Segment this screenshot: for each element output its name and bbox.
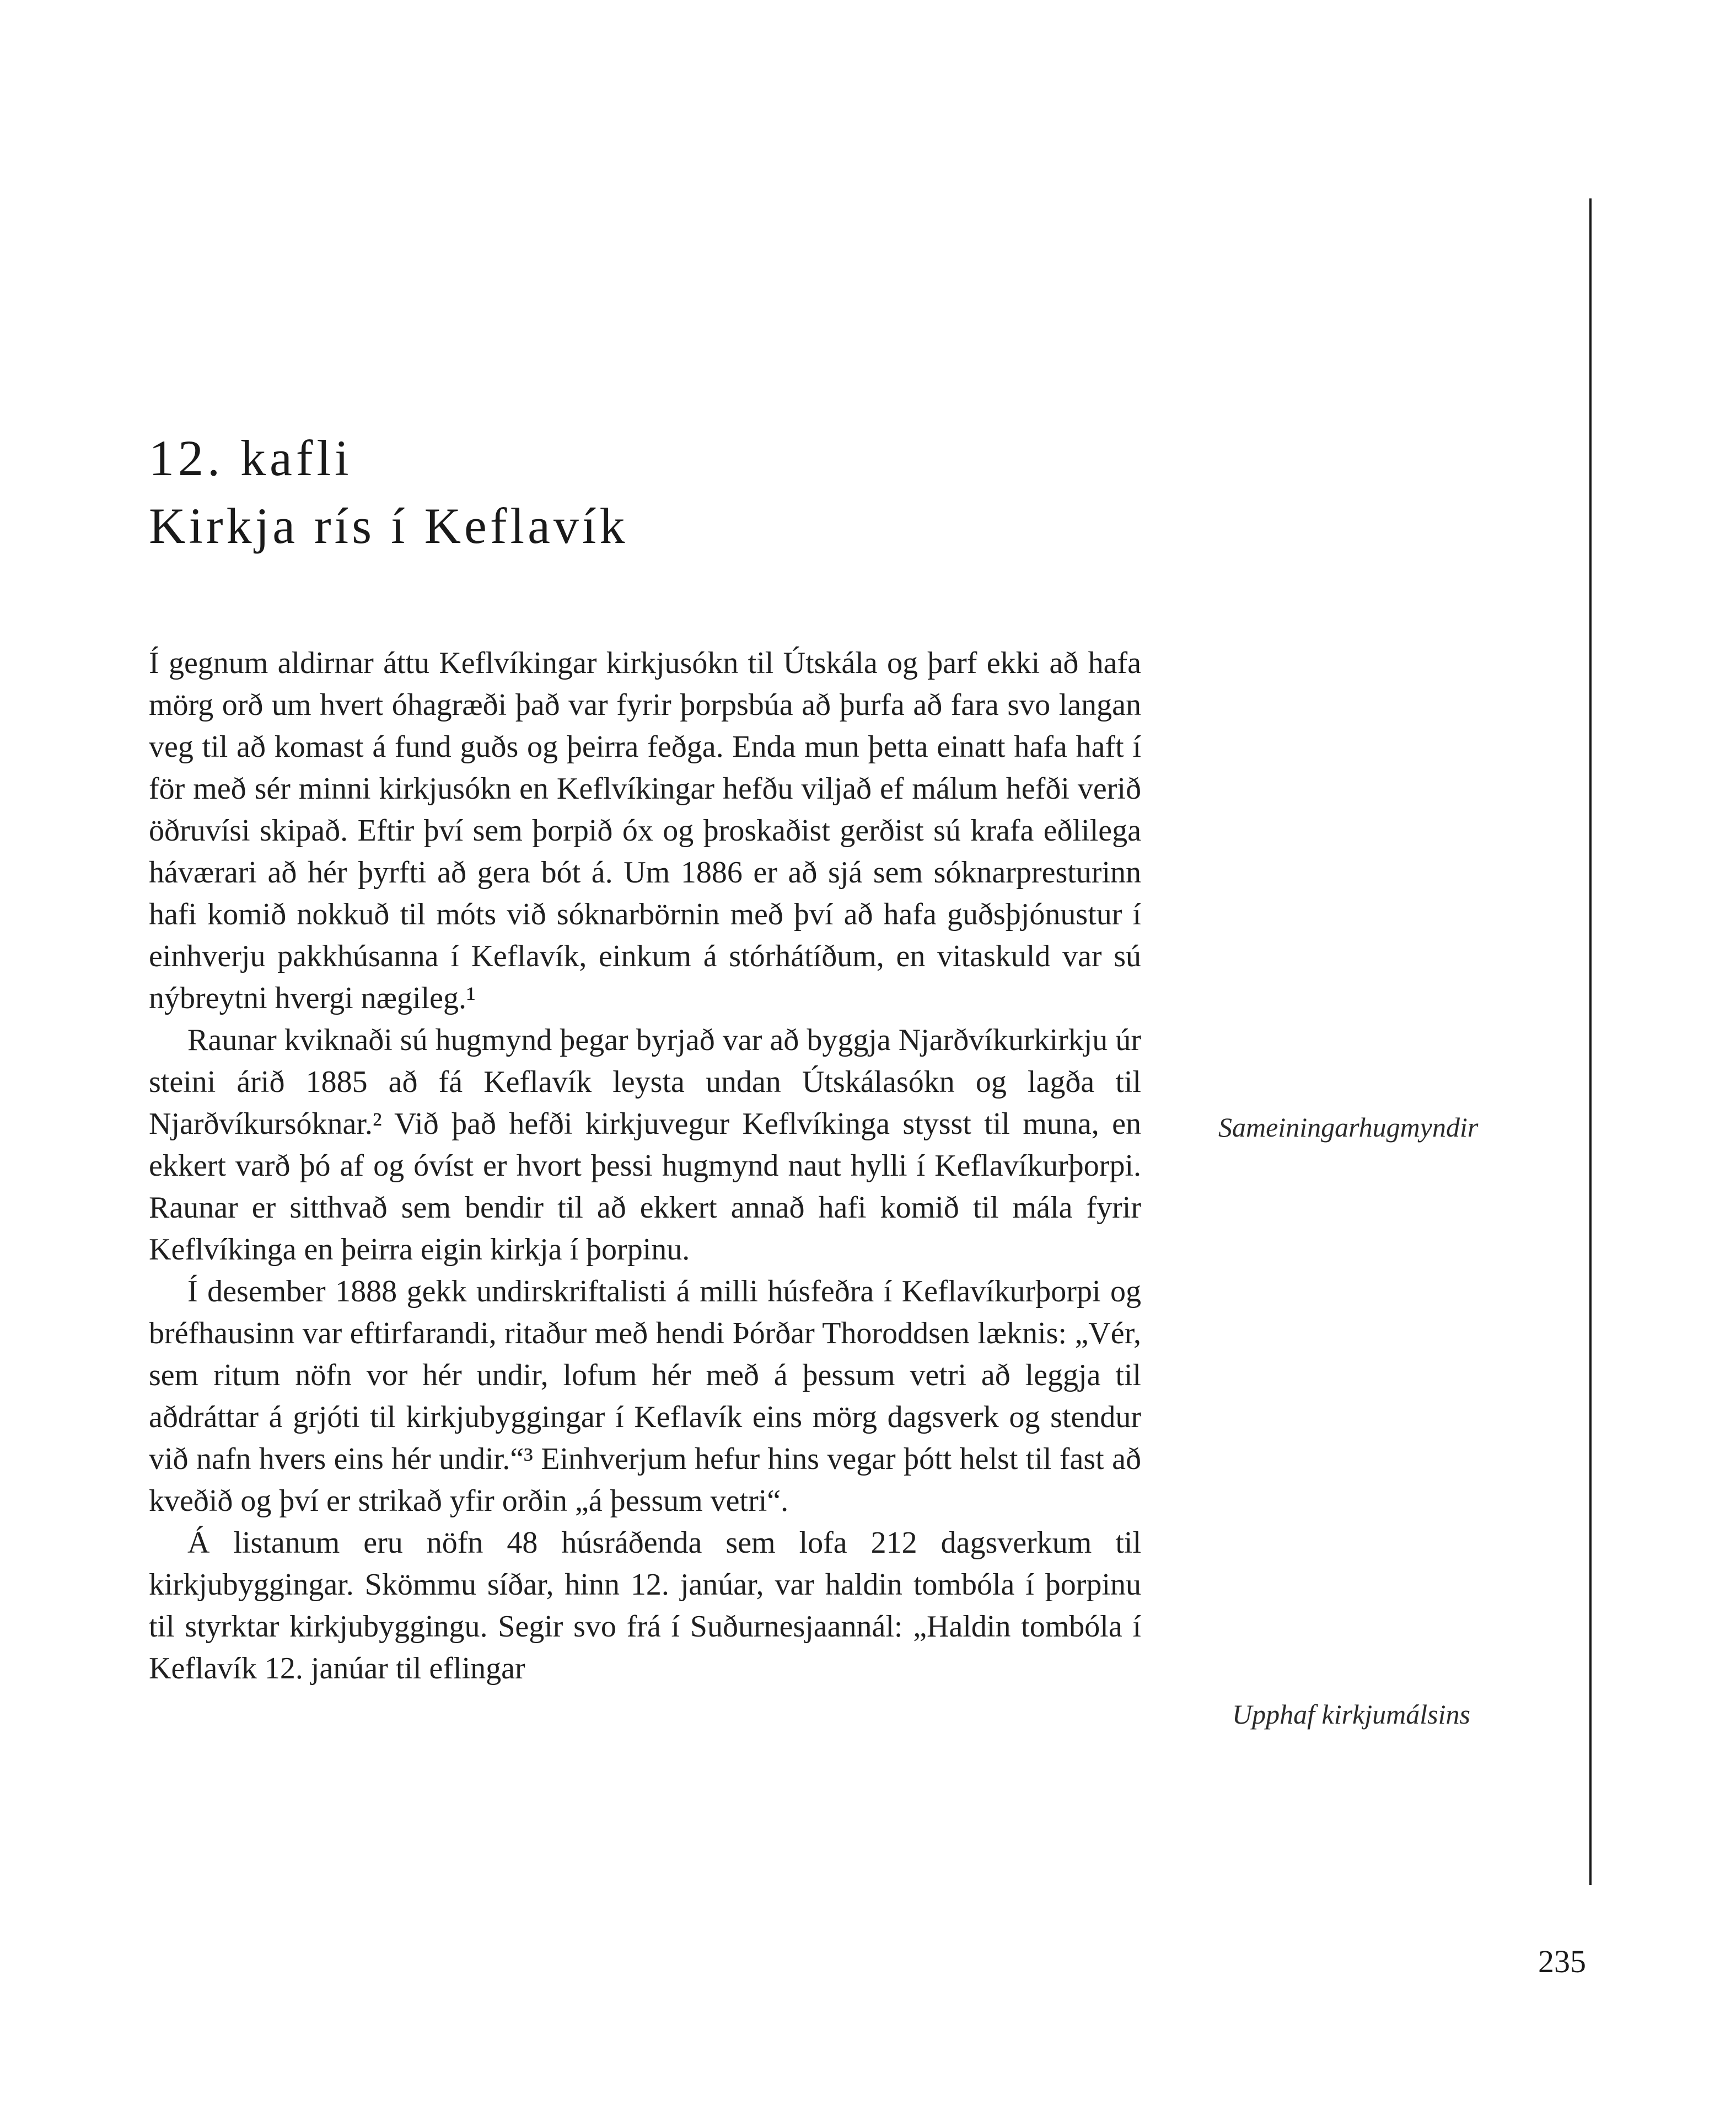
chapter-title: Kirkja rís í Keflavík xyxy=(149,498,628,554)
paragraph-4: Á listanum eru nöfn 48 húsráðenda sem lofa 212 dagsverkum til kirkjubyggingar. Skömmu síðar, hinn 12. janúar, var haldin tombóla í þorpinu til styrktar kirkjubyggingu. Segir svo frá í Suðurnesjaannál: „Haldin tombóla í Keflavík 12. janúar til eflingar xyxy=(149,1526,1141,1686)
margin-vertical-rule xyxy=(1589,198,1592,1885)
margin-note-upphaf-kirkjumalsins: Upphaf kirkjumálsins xyxy=(1232,1699,1470,1730)
chapter-number: 12. kafli xyxy=(149,430,353,486)
body-text xyxy=(149,642,1141,1689)
paragraph-1: Í gegnum aldirnar áttu Keflvíkingar kirkjusókn til Útskála og þarf ekki að hafa mörg orð um hvert óhagræði það var fyrir þorpsbúa að þurfa að fara svo langan veg til að komast á fund guðs og þeirra feðga. Enda mun þetta einatt hafa haft í för með sér minni kirkjusókn en Keflvíkingar hefðu viljað ef málum hefði verið öðruvísi skipað. Eftir því sem þorpið óx og þroskaðist gerðist sú krafa eðlilega háværari að hér þyrfti að gera bót á. Um 1886 er að sjá sem sóknarpresturinn hafi komið nokkuð til móts við sóknarbörnin með því að hafa guðsþjónustur í einhverju pakkhúsanna í Keflavík, einkum á stórhátíðum, en vitaskuld var sú nýbreytni hvergi nægileg.¹ xyxy=(149,646,1141,1015)
paragraph-3: Í desember 1888 gekk undirskriftalisti á milli húsfeðra í Keflavíkurþorpi og bréfhausinn var eftirfarandi, ritaður með hendi Þórðar Thoroddsen læknis: „Vér, sem ritum nöfn vor hér undir, lofum hér með á þessum vetri að leggja til aðdráttar á grjóti til kirkjubyggingar í Keflavík eins mörg dagsverk og stendur við nafn hvers eins hér undir.“³ Einhverjum hefur hins vegar þótt helst til fast að kveðið og því er strikað yfir orðin „á þessum vetri“. xyxy=(149,1274,1141,1518)
page-number: 235 xyxy=(1538,1944,1586,1979)
margin-note-sameiningarhugmyndir: Sameiningarhugmyndir xyxy=(1218,1112,1479,1143)
paragraph-2: Raunar kviknaði sú hugmynd þegar byrjað var að byggja Njarðvíkurkirkju úr steini árið 1885 að fá Keflavík leysta undan Útskálasókn og lagða til Njarðvíkursóknar.² Við það hefði kirkjuvegur Keflvíkinga stysst til muna, en ekkert varð þó af og óvíst er hvort þessi hugmynd naut hylli í Keflavíkurþorpi. Raunar er sitthvað sem bendir til að ekkert annað hafi komið til mála fyrir Keflvíkinga en þeirra eigin kirkja í þorpinu. xyxy=(149,1023,1141,1267)
